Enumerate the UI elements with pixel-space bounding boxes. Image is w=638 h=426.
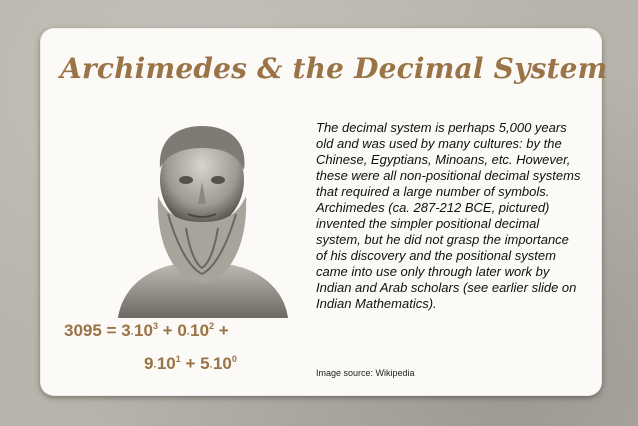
formula-term3-dot: · <box>153 362 157 373</box>
formula-term2-dot: · <box>186 329 191 340</box>
formula-op3: + <box>180 354 201 373</box>
formula-term4-exp: 0 <box>231 354 237 364</box>
formula-term4-coef: 5 <box>200 354 210 373</box>
formula-term4-dot: · <box>209 362 213 373</box>
formula-line-2 <box>64 347 314 380</box>
image-source-caption: Image source: Wikipedia <box>316 368 415 378</box>
formula-op1: + <box>157 321 178 340</box>
formula-term2-coef: 0 <box>177 321 187 340</box>
formula-term3-coef: 9 <box>144 354 154 373</box>
formula-line-1 <box>64 314 314 347</box>
formula-term1-exp: 3 <box>152 321 158 331</box>
formula-term2-base: 10 <box>190 321 210 340</box>
description-paragraph: The decimal system is perhaps 5,000 years old and was used by many cultures: by the Chinese, Egyptians, Minoans, etc. However, these were all non-positional decimal systems that required a large number of symbols. Archimedes (ca. 287-212 BCE, pictured) invented the simpler positional decimal system, but he did not grasp the importance of his discovery and the positional system came into use only through later work by Indian and Arab scholars (see earlier slide on Indian Mathematics). <box>316 120 581 311</box>
slide-title: Archimedes & the Decimal System <box>60 52 608 85</box>
formula-term3-base: 10 <box>156 354 176 373</box>
formula-term3-exp: 1 <box>175 354 181 364</box>
formula-term1-base: 10 <box>134 321 153 340</box>
formula-term1-dot: · <box>130 329 135 340</box>
archimedes-bust-image <box>108 118 296 318</box>
decimal-expansion-formula <box>64 314 314 380</box>
formula-term1-coef: 3 <box>121 321 131 340</box>
formula-term2-exp: 2 <box>209 321 215 331</box>
formula-op2: + <box>214 321 229 340</box>
formula-lhs: 3095 = <box>64 321 122 340</box>
formula-term4-base: 10 <box>212 354 232 373</box>
